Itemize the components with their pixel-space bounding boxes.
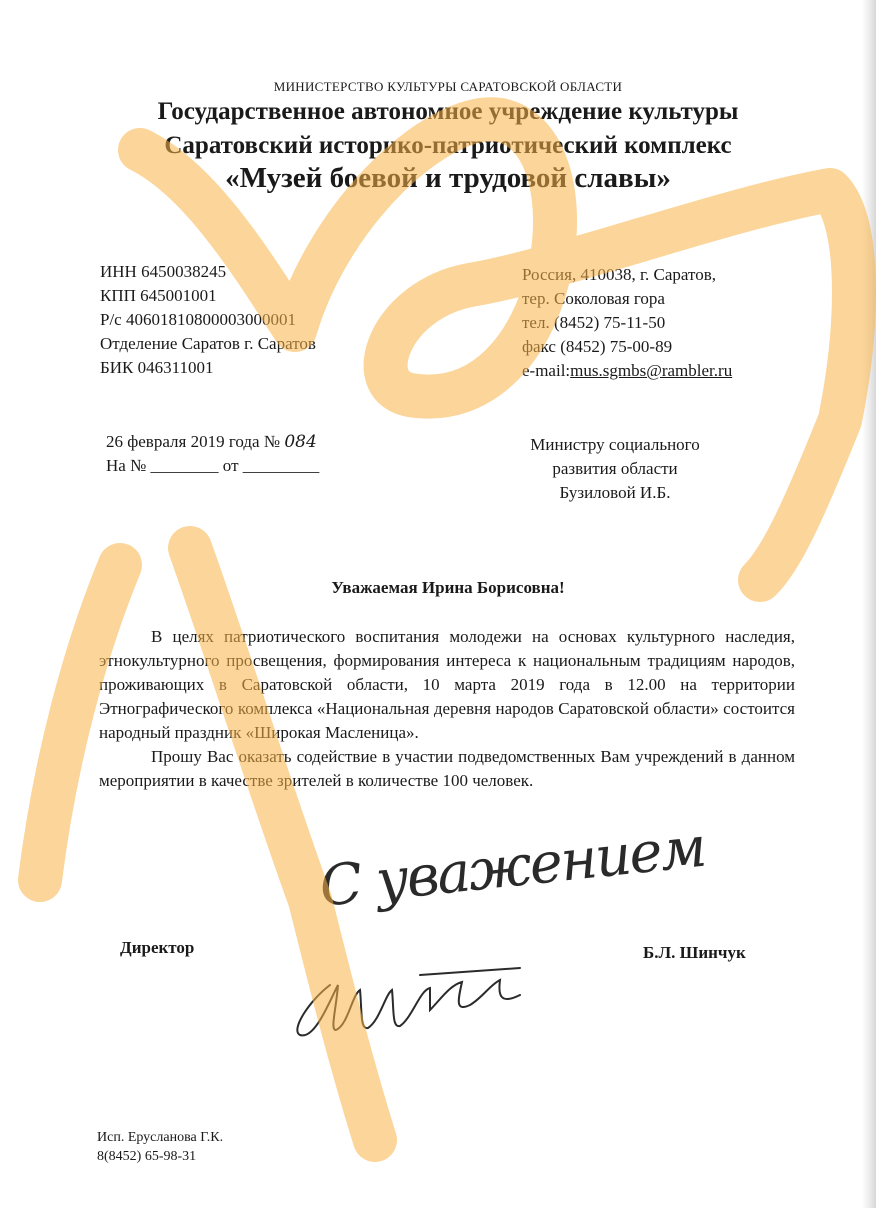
recipient-block	[490, 433, 740, 505]
fax-line: факс (8452) 75-00-89	[522, 337, 673, 356]
executor-phone: 8(8452) 65-98-31	[97, 1149, 197, 1164]
handwritten-signoff: С уважением	[316, 814, 708, 920]
recipient-line-3: Бузиловой И.Б.	[559, 483, 671, 502]
reply-reference-line: На № ________ от _________	[106, 456, 320, 475]
account-line: Р/с 40601810800003000001	[100, 310, 296, 329]
body-paragraph-2: Прошу Вас оказать содействие в участии подведомственных Вам учреждений в данном мероприятии в качестве зрителей в количестве 100 человек.	[99, 747, 795, 790]
bank-requisites	[100, 260, 316, 380]
address-line-2: тер. Соколовая гора	[522, 289, 665, 308]
executor-block	[97, 1128, 223, 1166]
date-number-line	[106, 430, 319, 454]
director-position: Директор	[120, 938, 195, 957]
address-line-1: Россия, 410038, г. Саратов,	[522, 265, 716, 284]
letter-body	[99, 625, 795, 793]
executor-name: Исп. Ерусланова Г.К.	[97, 1130, 224, 1145]
salutation: Уважаемая Ирина Борисовна!	[331, 578, 565, 597]
reference-block	[106, 430, 319, 478]
bik-line: БИК 046311001	[100, 358, 214, 377]
email-link[interactable]: mus.sgmbs@rambler.ru	[570, 361, 733, 380]
recipient-line-2: развития области	[552, 459, 678, 478]
inn-line: ИНН 6450038245	[100, 262, 227, 281]
email-label: e-mail:	[522, 361, 571, 380]
recipient-line-1: Министру социального	[530, 435, 700, 454]
phone-line: тел. (8452) 75-11-50	[522, 313, 666, 332]
contact-block	[522, 263, 732, 383]
body-paragraph-1: В целях патриотического воспитания молодежи на основах культурного наследия, этнокультурного просвещения, формирования интереса к национальным традициям народов, проживающих в Саратовской области, 10 марта 2019 года в 12.00 на территории Этнографического комплекса «Национальная деревня народов Саратовской области» состоится народный праздник «Широкая Масленица».	[99, 627, 795, 742]
date-text: 26 февраля 2019 года №	[106, 432, 281, 451]
organization-line-2: Саратовский историко-патриотический комплекс	[164, 132, 732, 159]
organization-line-3: «Музей боевой и трудовой славы»	[225, 162, 671, 194]
director-name: Б.Л. Шинчук	[643, 943, 746, 962]
ministry-heading: МИНИСТЕРСТВО КУЛЬТУРЫ САРАТОВСКОЙ ОБЛАСТИ	[273, 79, 623, 94]
email-line	[522, 359, 732, 383]
organization-line-1: Государственное автономное учреждение культуры	[157, 98, 739, 125]
kpp-line: КПП 645001001	[100, 286, 217, 305]
handwritten-number: 084	[284, 432, 317, 452]
branch-line: Отделение Саратов г. Саратов	[100, 334, 316, 353]
signature-stroke	[297, 968, 520, 1035]
